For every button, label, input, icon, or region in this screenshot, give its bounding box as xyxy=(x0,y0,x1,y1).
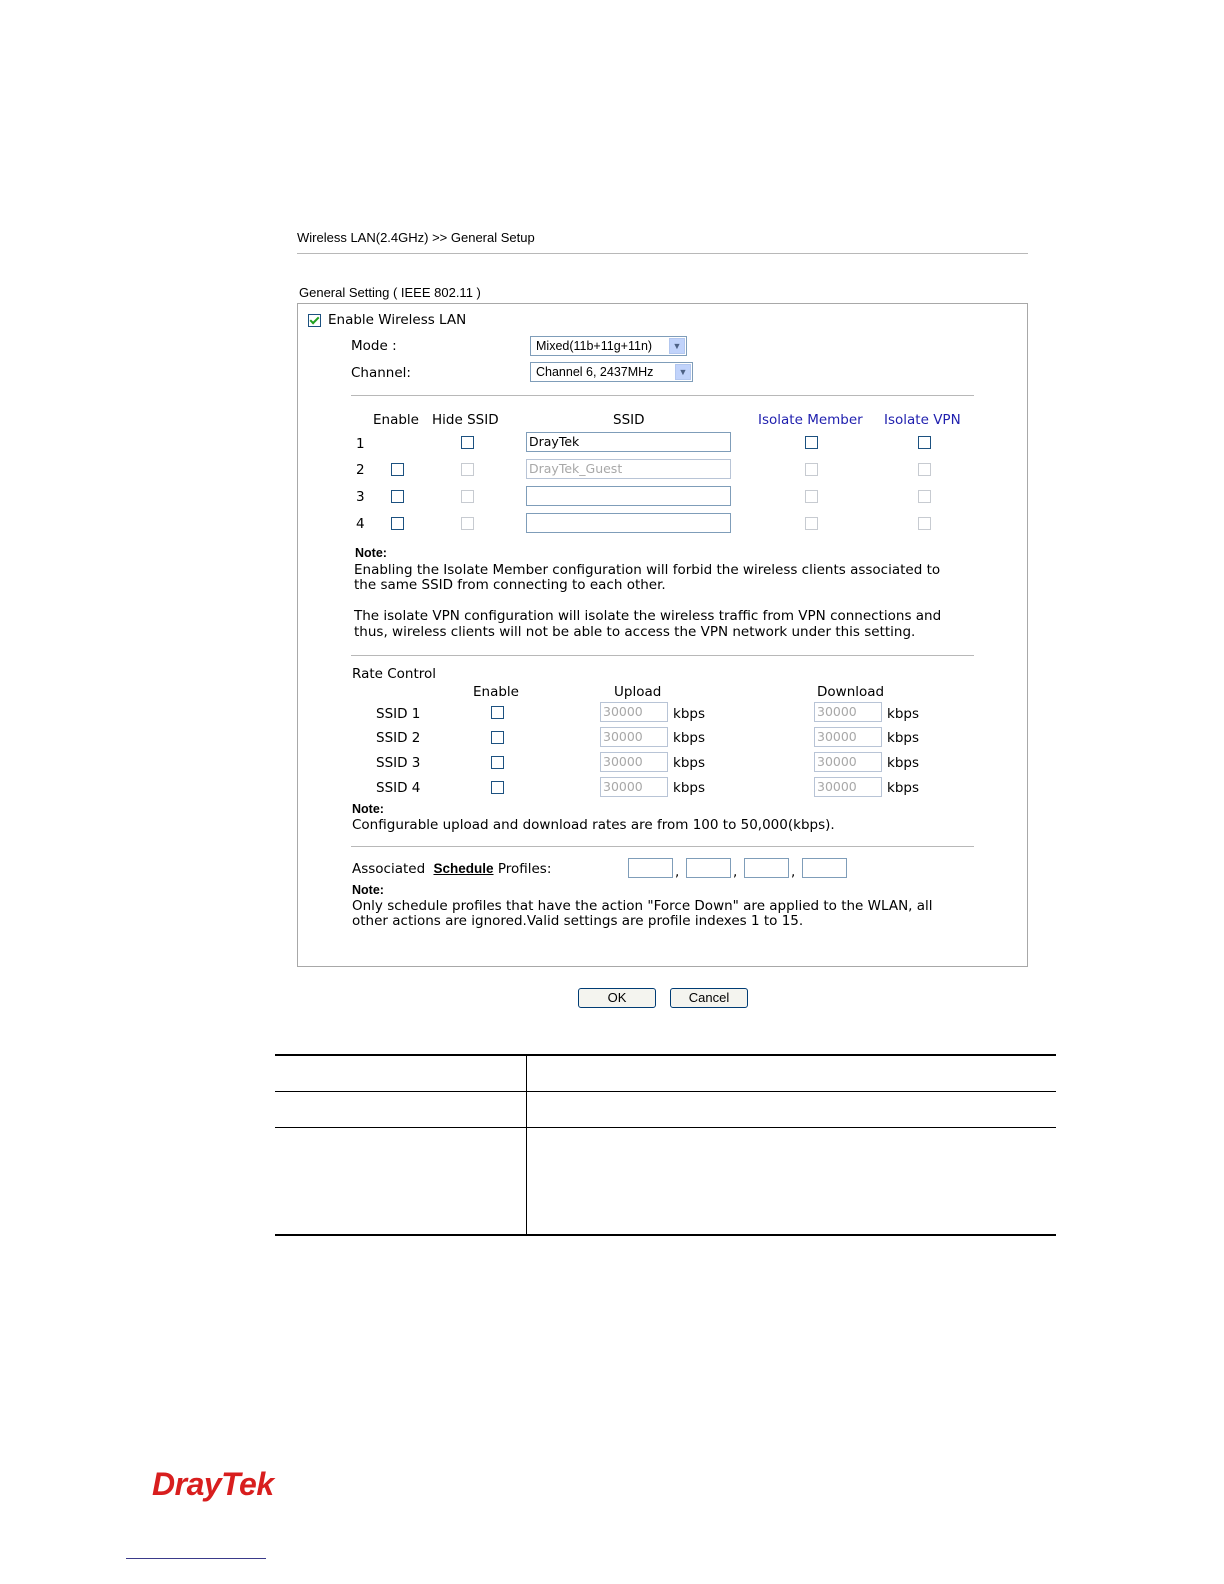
unit-label: kbps xyxy=(673,706,705,722)
unit-label: kbps xyxy=(673,780,705,796)
header-enable: Enable xyxy=(473,684,519,700)
isolate-vpn-checkbox[interactable] xyxy=(918,463,931,476)
isolate-vpn-checkbox[interactable] xyxy=(918,436,931,449)
rate-enable-checkbox[interactable] xyxy=(491,731,504,744)
upload-input[interactable]: 30000 xyxy=(600,702,668,722)
table-top-rule xyxy=(275,1054,1056,1056)
unit-label: kbps xyxy=(887,780,919,796)
table-row-rule xyxy=(275,1091,1056,1092)
table-row-rule xyxy=(275,1127,1056,1128)
schedule-label xyxy=(352,861,551,877)
unit-label: kbps xyxy=(887,755,919,771)
ok-button[interactable]: OK xyxy=(578,988,656,1008)
schedule-profile-input-1[interactable] xyxy=(628,858,673,878)
header-hide-ssid: Hide SSID xyxy=(432,412,499,428)
table-bottom-rule xyxy=(275,1234,1056,1236)
footer-rule xyxy=(126,1558,266,1559)
ssid-enable-checkbox[interactable] xyxy=(391,517,404,530)
header-upload: Upload xyxy=(614,684,662,700)
download-input[interactable]: 30000 xyxy=(814,727,882,747)
rate-ssid-label: SSID 1 xyxy=(376,706,421,722)
breadcrumb: Wireless LAN(2.4GHz) >> General Setup xyxy=(297,230,535,245)
mode-label: Mode : xyxy=(351,338,397,354)
ssid-input[interactable] xyxy=(526,513,731,533)
unit-label: kbps xyxy=(887,730,919,746)
ssid-row-number: 2 xyxy=(356,462,365,478)
mode-value: Mixed(11b+11g+11n) xyxy=(536,339,653,353)
rate-ssid-label: SSID 2 xyxy=(376,730,421,746)
isolate-member-checkbox[interactable] xyxy=(805,517,818,530)
header-ssid: SSID xyxy=(613,412,645,428)
note-text: The isolate VPN configuration will isolate the wireless traffic from VPN connections and xyxy=(354,608,942,624)
unit-label: kbps xyxy=(673,755,705,771)
table-column-rule xyxy=(526,1056,527,1234)
chevron-down-icon: ▼ xyxy=(669,338,685,354)
upload-input[interactable]: 30000 xyxy=(600,752,668,772)
note-label: Note: xyxy=(352,802,384,816)
note-label: Note: xyxy=(352,883,384,897)
chevron-down-icon: ▼ xyxy=(675,364,691,380)
ssid-row-number: 3 xyxy=(356,489,365,505)
header-download: Download xyxy=(817,684,885,700)
rate-enable-checkbox[interactable] xyxy=(491,756,504,769)
schedule-suffix: Profiles: xyxy=(497,861,552,877)
hide-ssid-checkbox[interactable] xyxy=(461,490,474,503)
isolate-vpn-checkbox[interactable] xyxy=(918,517,931,530)
ssid-input[interactable]: DrayTek xyxy=(526,432,731,452)
schedule-prefix: Associated xyxy=(352,861,426,877)
separator: , xyxy=(791,864,796,880)
divider xyxy=(297,253,1028,254)
header-isolate-vpn: Isolate VPN xyxy=(884,412,961,428)
channel-label: Channel: xyxy=(351,365,411,381)
separator: , xyxy=(733,864,738,880)
unit-label: kbps xyxy=(887,706,919,722)
unit-label: kbps xyxy=(673,730,705,746)
rate-enable-checkbox[interactable] xyxy=(491,781,504,794)
rate-enable-checkbox[interactable] xyxy=(491,706,504,719)
enable-wireless-lan-checkbox[interactable] xyxy=(308,314,321,327)
divider xyxy=(351,655,974,656)
download-input[interactable]: 30000 xyxy=(814,777,882,797)
rate-ssid-label: SSID 3 xyxy=(376,755,421,771)
schedule-profile-input-4[interactable] xyxy=(802,858,847,878)
note-text: Enabling the Isolate Member configuration will forbid the wireless clients associated to xyxy=(354,562,941,578)
upload-input[interactable]: 30000 xyxy=(600,727,668,747)
ssid-row-number: 4 xyxy=(356,516,365,532)
channel-value: Channel 6, 2437MHz xyxy=(536,365,654,379)
header-enable: Enable xyxy=(373,412,419,428)
rate-ssid-label: SSID 4 xyxy=(376,780,421,796)
isolate-member-checkbox[interactable] xyxy=(805,463,818,476)
schedule-profile-input-3[interactable] xyxy=(744,858,789,878)
download-input[interactable]: 30000 xyxy=(814,702,882,722)
hide-ssid-checkbox[interactable] xyxy=(461,436,474,449)
note-text: thus, wireless clients will not be able to access the VPN network under this setting. xyxy=(354,624,916,640)
ssid-enable-checkbox[interactable] xyxy=(391,463,404,476)
download-input[interactable]: 30000 xyxy=(814,752,882,772)
hide-ssid-checkbox[interactable] xyxy=(461,517,474,530)
hide-ssid-checkbox[interactable] xyxy=(461,463,474,476)
ssid-input[interactable] xyxy=(526,486,731,506)
isolate-member-checkbox[interactable] xyxy=(805,490,818,503)
divider xyxy=(351,846,974,847)
ssid-input[interactable]: DrayTek_Guest xyxy=(526,459,731,479)
enable-wireless-lan-label: Enable Wireless LAN xyxy=(328,312,467,328)
schedule-profile-input-2[interactable] xyxy=(686,858,731,878)
note-text: other actions are ignored.Valid settings are profile indexes 1 to 15. xyxy=(352,913,804,929)
header-isolate-member: Isolate Member xyxy=(758,412,863,428)
cancel-button[interactable]: Cancel xyxy=(670,988,748,1008)
note-label: Note: xyxy=(355,546,387,560)
isolate-vpn-checkbox[interactable] xyxy=(918,490,931,503)
rate-control-title: Rate Control xyxy=(352,666,437,682)
ssid-row-number: 1 xyxy=(356,436,365,452)
ssid-enable-checkbox[interactable] xyxy=(391,490,404,503)
note-text: Configurable upload and download rates are from 100 to 50,000(kbps). xyxy=(352,817,835,833)
separator: , xyxy=(675,864,680,880)
channel-select[interactable] xyxy=(530,362,693,382)
note-text: the same SSID from connecting to each other. xyxy=(354,577,666,593)
schedule-link[interactable]: Schedule xyxy=(433,861,494,876)
draytek-logo: DrayTek xyxy=(152,1466,274,1502)
isolate-member-checkbox[interactable] xyxy=(805,436,818,449)
mode-select[interactable] xyxy=(530,336,687,356)
section-title: General Setting ( IEEE 802.11 ) xyxy=(299,285,481,300)
upload-input[interactable]: 30000 xyxy=(600,777,668,797)
note-text: Only schedule profiles that have the action "Force Down" are applied to the WLAN, all xyxy=(352,898,933,914)
divider xyxy=(351,395,974,396)
